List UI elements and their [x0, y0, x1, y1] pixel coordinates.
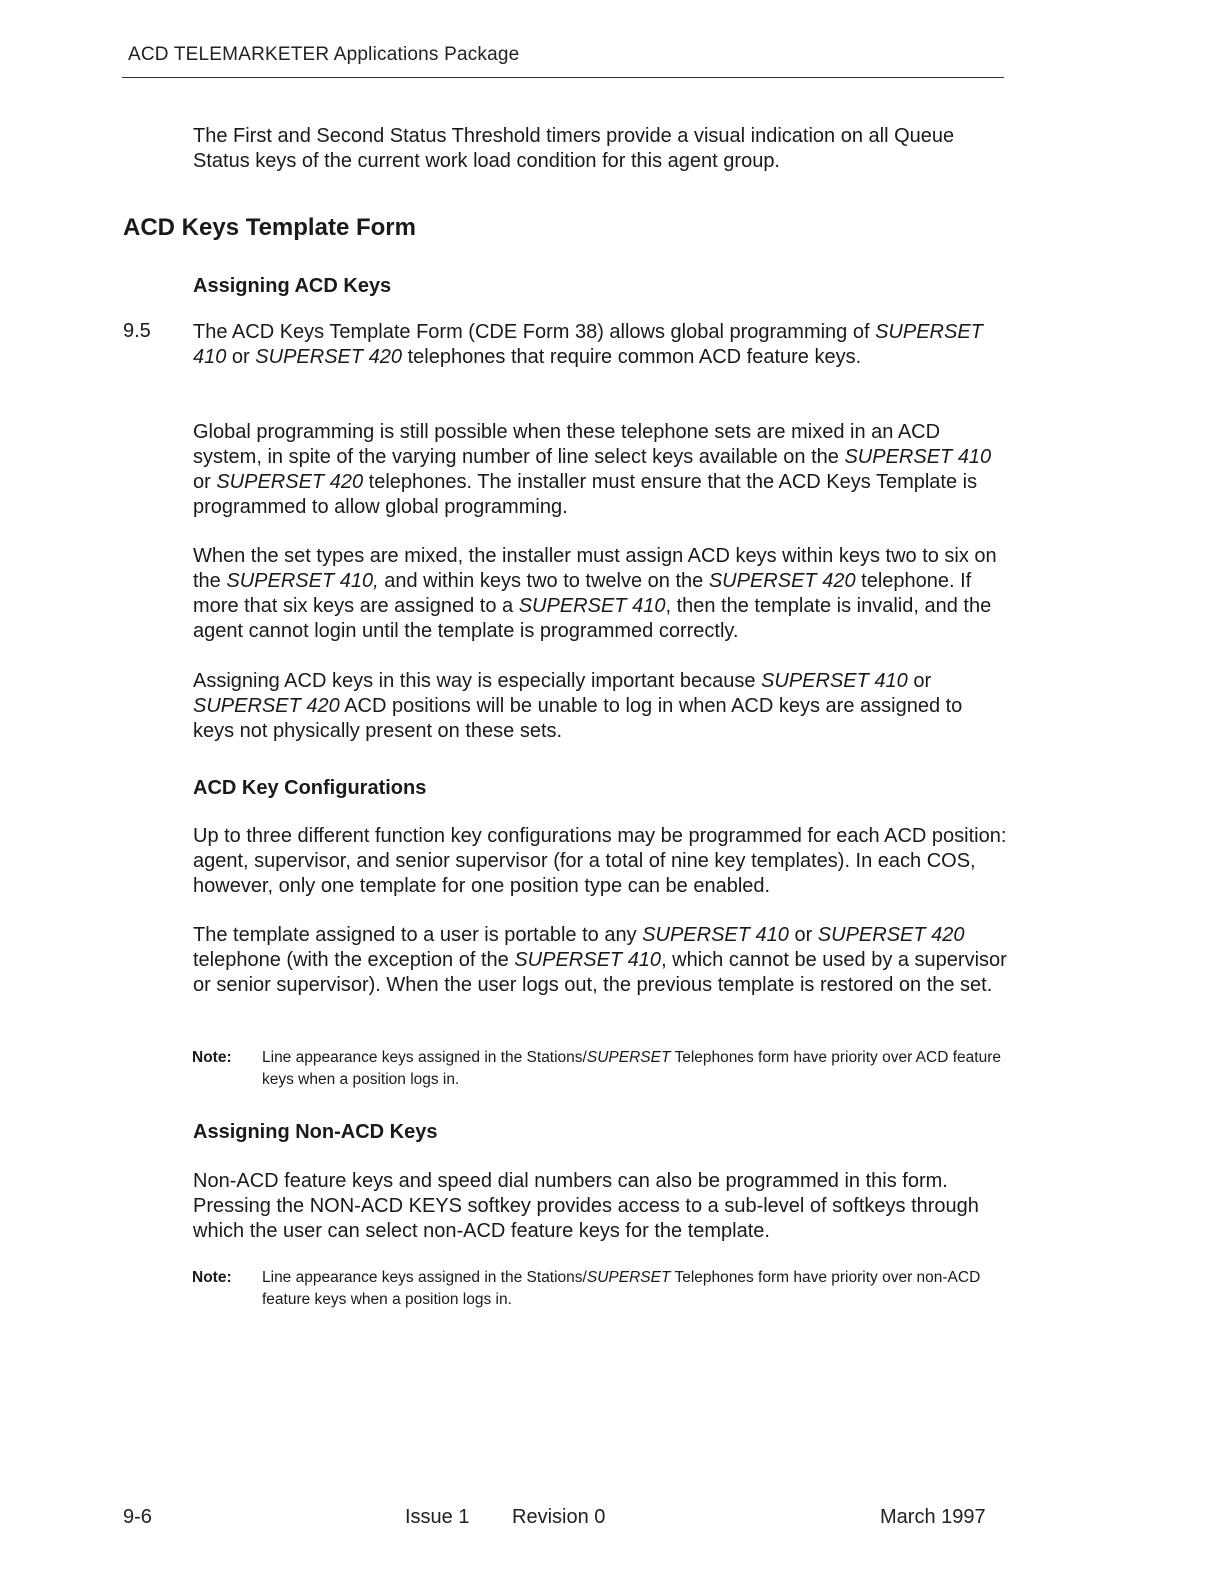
footer-date: March 1997 [880, 1506, 986, 1528]
header-rule [122, 77, 1004, 78]
paragraph-template-portable: The template assigned to a user is portable to any SUPERSET 410 or SUPERSET 420 telephone (with the exception of the SUPERSET 410, which cannot be used by a supervisor or senior supervisor). When the user logs out, the previous template is restored on the set. [193, 924, 1007, 996]
subheading-assigning-acd-keys: Assigning ACD Keys [193, 275, 392, 297]
note-text: Line appearance keys assigned in the Stations/SUPERSET Telephones form have priority over non-ACD feature keys when a position logs in. [262, 1269, 981, 1308]
paragraph-mixed-sets: When the set types are mixed, the installer must assign ACD keys within keys two to six on the SUPERSET 410, and within keys two to twelve on the SUPERSET 420 telephone. If more that six keys are assigned to a SUPERSET 410, then the template is invalid, and the agent cannot login until the template is programmed correctly. [193, 545, 997, 642]
paragraph-importance: Assigning ACD keys in this way is especially important because SUPERSET 410 or SUPERSET 420 ACD positions will be unable to log in when ACD keys are assigned to keys not physically present on these sets. [193, 670, 963, 742]
footer-page-number: 9-6 [123, 1506, 152, 1528]
note-label: Note: [192, 1269, 232, 1286]
paragraph-global-programming: Global programming is still possible when these telephone sets are mixed in an ACD system, in spite of the varying number of line select keys available on the SUPERSET 410 or SUPERSET 420 telephones. The installer must ensure that the ACD Keys Template is programmed to allow global programming. [193, 421, 992, 518]
note-text: Line appearance keys assigned in the Stations/SUPERSET Telephones form have priority over ACD feature keys when a position logs in. [262, 1049, 1001, 1088]
footer-issue: Issue 1 [405, 1506, 470, 1528]
section-number: 9.5 [123, 320, 151, 342]
paragraph-non-acd-keys: Non-ACD feature keys and speed dial numbers can also be programmed in this form. Pressing the NON-ACD KEYS softkey provides access to a sub-level of softkeys through which the user can select non-ACD feature keys for the template. [193, 1170, 979, 1242]
note-label: Note: [192, 1049, 232, 1066]
footer-revision: Revision 0 [512, 1506, 606, 1528]
section-title: ACD Keys Template Form [123, 214, 416, 241]
paragraph-key-configurations: Up to three different function key configurations may be programmed for each ACD position: agent, supervisor, and senior supervisor (for a total of nine key templates). In each COS, however, only one template for one position type can be enabled. [193, 825, 1007, 897]
running-header: ACD TELEMARKETER Applications Package [128, 44, 520, 65]
paragraph-9-5: The ACD Keys Template Form (CDE Form 38) allows global programming of SUPERSET 410 or SUPERSET 420 telephones that require common ACD feature keys. [193, 321, 983, 368]
subheading-non-acd-keys: Assigning Non-ACD Keys [193, 1121, 438, 1143]
subheading-key-configurations: ACD Key Configurations [193, 777, 427, 799]
intro-paragraph: The First and Second Status Threshold timers provide a visual indication on all Queue Status keys of the current work load condition for this agent group. [193, 125, 955, 172]
